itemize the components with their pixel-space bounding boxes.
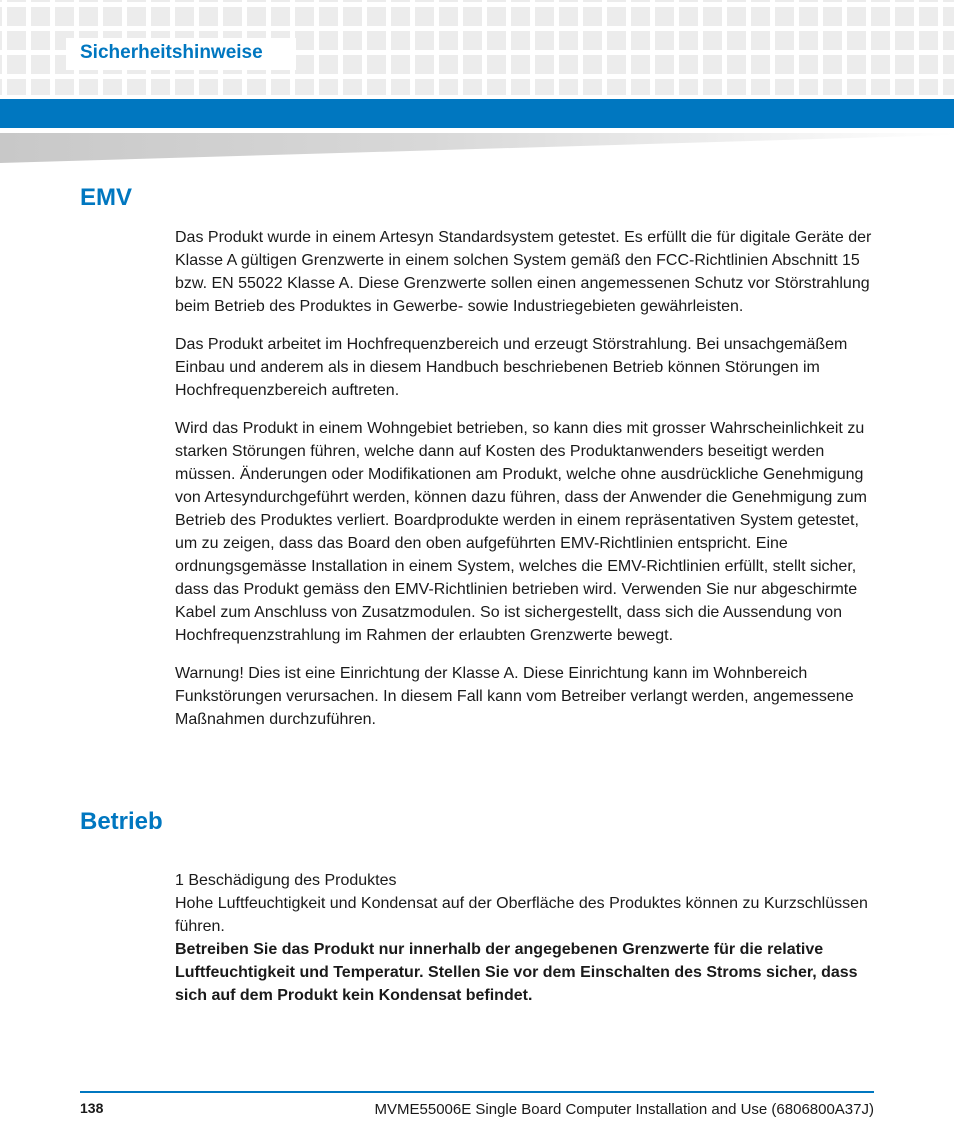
emv-paragraph-1: Das Produkt wurde in einem Artesyn Standardsystem getestet. Es erfüllt die für digitale Geräte der Klasse A gültigen Grenzwerte in einem solchen System gemäß den FCC-Richtlinien Abschnitt 15 bzw. EN 55022 Klasse A. Diese Grenzwerte sollen einen angemessenen Schutz vor Störstrahlung beim Betrieb des Produktes in Gewerbe- sowie Industriegebieten gewährleisten. <box>175 229 872 315</box>
header-blue-band <box>0 99 954 128</box>
notice-text: Hohe Luftfeuchtigkeit und Kondensat auf der Oberfläche des Produktes können zu Kurzschlüssen führen. <box>175 895 868 935</box>
emv-body <box>175 226 875 746</box>
emv-paragraph-2: Das Produkt arbeitet im Hochfrequenzbereich und erzeugt Störstrahlung. Bei unsachgemäßem Einbau und anderem als in diesem Handbuch beschriebenen Betrieb können Störungen im Hochfrequenzbereich auftreten. <box>175 336 848 399</box>
page-number: 138 <box>80 1100 104 1116</box>
betrieb-notice <box>175 869 875 1007</box>
chapter-title: Sicherheitshinweise <box>80 42 263 63</box>
emv-paragraph-3: Wird das Produkt in einem Wohngebiet betrieben, so kann dies mit grosser Wahrscheinlichkeit zu starken Störungen führen, welche dann auf Kosten des Produktanwenders beseitigt werden müssen. Änderungen oder Modifikationen am Produkt, welche ohne ausdrückliche Genehmigung von Artesyndurchgeführt werden, können dazu führen, dass der Anwender die Genehmigung zum Betrieb des Produktes verliert. Boardprodukte werden in einem repräsentativen System getestet, um zu zeigen, dass das Board den oben aufgeführten EMV-Richtlinien entspricht. Eine ordnungsgemässe Installation in einem System, welches die EMV-Richtlinien erfüllt, stellt sicher, dass das Produkt gemäss den EMV-Richtlinien betrieben wird. Verwenden Sie nur abgeschirmte Kabel zum Anschluss von Zusatzmodulen. So ist sichergestellt, dass sich die Aussendung von Hochfrequenzstrahlung im Rahmen der erlaubten Grenzwerte bewegt. <box>175 420 867 644</box>
footer-rule <box>80 1091 874 1093</box>
header-gray-wedge <box>0 133 954 163</box>
section-heading-emv: EMV <box>80 184 133 211</box>
footer-document-title: MVME55006E Single Board Computer Installation and Use (6806800A37J) <box>374 1101 874 1118</box>
section-heading-betrieb: Betrieb <box>80 808 163 835</box>
notice-instruction: Betreiben Sie das Produkt nur innerhalb der angegebenen Grenzwerte für die relative Luftfeuchtigkeit und Temperatur. Stellen Sie vor dem Einschalten des Stroms sicher, dass sich auf dem Produkt kein Kondensat befindet. <box>175 941 858 1004</box>
notice-title: 1 Beschädigung des Produktes <box>175 872 397 889</box>
emv-paragraph-4: Warnung! Dies ist eine Einrichtung der Klasse A. Diese Einrichtung kann im Wohnbereich Funkstörungen verursachen. In diesem Fall kann vom Betreiber verlangt werden, angemessene Maßnahmen durchzuführen. <box>175 665 854 728</box>
